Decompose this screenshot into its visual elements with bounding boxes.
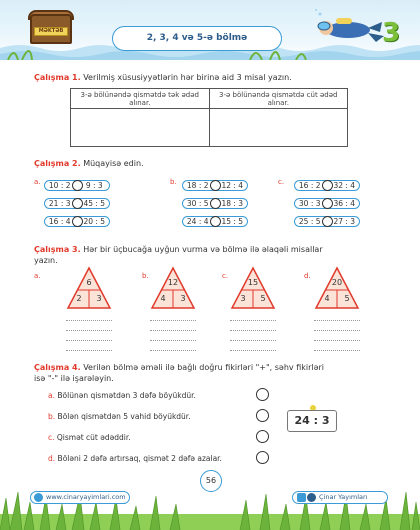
chest-sign: MƏKTƏB: [34, 27, 68, 36]
answer-circle[interactable]: [256, 388, 269, 401]
comparison-pill: [182, 198, 248, 209]
exercise-2-heading: [34, 158, 144, 169]
triangle-top-number: 6: [86, 278, 92, 287]
statement-d: [48, 454, 222, 463]
comparison-right: 20 : 5: [83, 217, 106, 226]
exercise-4-label: Çalışma 4.: [34, 363, 81, 372]
page-number: 56: [200, 470, 222, 492]
comparison-left: 25 : 5: [298, 217, 321, 226]
answer-line[interactable]: [150, 340, 196, 341]
comparison-left: 30 : 5: [186, 199, 209, 208]
diver-illustration-icon: [310, 8, 388, 48]
comparison-left: 24 : 4: [186, 217, 209, 226]
comparison-pill: [294, 180, 360, 191]
statement-text: Qismət cüt ədəddir.: [56, 433, 131, 442]
comparison-pill: [294, 216, 360, 227]
comparison-right: 18 : 3: [221, 199, 244, 208]
answer-cell-odd[interactable]: [71, 109, 210, 147]
answer-line[interactable]: [150, 350, 196, 351]
comparison-left: 10 : 2: [48, 181, 71, 190]
answer-line[interactable]: [66, 340, 112, 341]
comparison-pill: [44, 180, 110, 191]
answer-line[interactable]: [314, 340, 360, 341]
exercise-1-label: Çalışma 1.: [34, 73, 81, 82]
comparison-right: 12 : 4: [221, 181, 244, 190]
comparison-left: 30 : 3: [298, 199, 321, 208]
triangle-icon: [66, 266, 112, 310]
facebook-icon: [307, 493, 316, 502]
triangle-icon: [150, 266, 196, 310]
comparison-right: 9 : 3: [85, 181, 103, 190]
comparison-left: 21 : 3: [48, 199, 71, 208]
comparison-pill: [44, 198, 110, 209]
answer-circle[interactable]: [256, 451, 269, 464]
answer-line[interactable]: [150, 320, 196, 321]
answer-line[interactable]: [230, 320, 276, 321]
answer-line[interactable]: [66, 330, 112, 331]
answer-cell-even[interactable]: [209, 109, 348, 147]
triangle-top-number: 15: [247, 278, 259, 287]
triangle-d-letter: d.: [304, 272, 311, 280]
statement-text: Bölünən qismətdən 3 dəfə böyükdür.: [57, 391, 196, 400]
statement-b: [48, 412, 191, 421]
statement-letter: a.: [48, 391, 55, 400]
globe-icon: [34, 493, 43, 502]
triangle-right-number: 3: [180, 294, 186, 303]
answer-line[interactable]: [66, 350, 112, 351]
exercise-1-text: Verilmiş xüsusiyyətlərin hər birinə aid 3 misal yazın.: [83, 73, 292, 82]
website-text: www.cinaryayimlari.com: [46, 493, 126, 501]
statement-text: Bölən qismətdən 5 vahid böyükdür.: [57, 412, 191, 421]
big-number-three: 3: [382, 18, 401, 48]
triangle-right-number: 5: [344, 294, 350, 303]
group-b-letter: b.: [170, 178, 177, 186]
statement-a: [48, 391, 196, 400]
comparison-right: 27 : 3: [333, 217, 356, 226]
exercise-4-text: Verilən bölmə əməli ilə bağlı doğru fikirləri "+", səhv fikirləri isə "-" ilə işarələyin.: [34, 363, 325, 383]
comparison-right: 45 : 5: [83, 199, 106, 208]
comparison-pill: [182, 180, 248, 191]
statement-letter: d.: [48, 454, 56, 463]
statement-c: [48, 433, 131, 442]
comparison-pill: [182, 216, 248, 227]
triangle-c-letter: c.: [222, 272, 229, 280]
statement-letter: c.: [48, 433, 55, 442]
answer-circle[interactable]: [256, 430, 269, 443]
comparison-right: 36 : 4: [333, 199, 356, 208]
comparison-right: 32 : 4: [333, 181, 356, 190]
exercise-1-table: [70, 88, 348, 147]
triangle-icon: [230, 266, 276, 310]
triangle-left-number: 4: [160, 294, 166, 303]
answer-line[interactable]: [230, 340, 276, 341]
comparison-left: 16 : 4: [48, 217, 71, 226]
triangle-right-number: 5: [260, 294, 266, 303]
answer-line[interactable]: [314, 330, 360, 331]
triangle-a-letter: a.: [34, 272, 41, 280]
statement-letter: b.: [48, 412, 56, 421]
expression-card: 24 : 3: [287, 410, 337, 432]
answer-line[interactable]: [230, 330, 276, 331]
exercise-3-heading: [34, 244, 334, 266]
website-link[interactable]: [30, 491, 130, 504]
table-header-even: 3-ə bölünəndə qismətdə cüt ədəd alınar.: [209, 89, 348, 109]
triangle-left-number: 4: [324, 294, 330, 303]
triangle-icon: [314, 266, 360, 310]
group-a-letter: a.: [34, 178, 41, 186]
triangle-left-number: 3: [240, 294, 246, 303]
comparison-right: 15 : 5: [221, 217, 244, 226]
answer-line[interactable]: [230, 350, 276, 351]
answer-line[interactable]: [314, 350, 360, 351]
publisher-text: Çinar Yayımları: [319, 493, 368, 501]
triangle-b-letter: b.: [142, 272, 149, 280]
exercise-3-text: Hər bir üçbucağa uyğun vurma və bölmə ilə əlaqəli misallar yazın.: [34, 245, 323, 265]
comparison-left: 16 : 2: [298, 181, 321, 190]
exercise-1-heading: [34, 72, 292, 83]
group-c-letter: c.: [278, 178, 285, 186]
answer-line[interactable]: [314, 320, 360, 321]
answer-line[interactable]: [150, 330, 196, 331]
triangle-top-number: 20: [331, 278, 343, 287]
statement-text: Böləni 2 dəfə artırsaq, qismət 2 dəfə azalar.: [57, 454, 222, 463]
instagram-icon: [297, 493, 306, 502]
page-title: 2, 3, 4 və 5-ə bölmə: [112, 26, 282, 51]
exercise-4-heading: [34, 362, 334, 384]
comparison-left: 18 : 2: [186, 181, 209, 190]
triangle-left-number: 2: [76, 294, 82, 303]
exercise-2-text: Müqayisə edin.: [83, 159, 144, 168]
comparison-pill: [44, 216, 110, 227]
comparison-pill: [294, 198, 360, 209]
answer-line[interactable]: [66, 320, 112, 321]
triangle-right-number: 3: [96, 294, 102, 303]
table-header-odd: 3-ə bölünəndə qismətdə tək ədəd alınar.: [71, 89, 210, 109]
exercise-2-label: Çalışma 2.: [34, 159, 81, 168]
publisher-link[interactable]: [292, 491, 388, 504]
exercise-3-label: Çalışma 3.: [34, 245, 81, 254]
answer-circle[interactable]: [256, 409, 269, 422]
triangle-top-number: 12: [167, 278, 179, 287]
